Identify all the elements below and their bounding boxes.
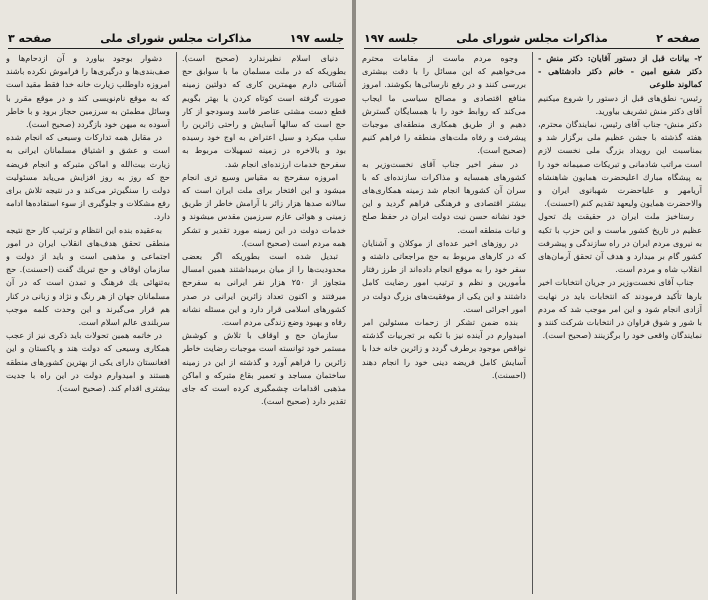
column-divider (532, 52, 533, 594)
left-running-title: مذاكرات مجلس شوراى ملى (100, 32, 252, 45)
right-page-number: صفحه ۲ (656, 32, 700, 45)
right-page (356, 0, 708, 600)
paragraph: دنيای اسلام نظيرندارد (صحيح است). بطوريكه كه در ملت مسلمان ما با سوابق حج آشنائی دارم مهمترين كاری كه دولتين زمينه صورت گرفته است كوتاه كردن يا بهتر بگويم قطع دست مشتی عناصر فاسد وسودجو از كار حج است كه سالها آسايش و راحتی زائرين را سلب ميكرد و سيل اعتراض به اوج خود رسيده بود و بالاخره در زمينه تسهيلات مربوط به سفرحج خدمات ارزنده‌ای انجام شد. (182, 53, 346, 169)
left-page-column-right (182, 52, 346, 594)
paragraph: در سفر اخير جناب آقای نخست‌وزير به كشورهای همسايه و مذاكرات سازنده‌ای كه با سران آن كشورها انجام شد زمينه همكاری‌های بيشتر اقتصادی و فرهنگی فراهم گرديد و اين خود نشانه حسن نيت دولت ايران در حفظ صلح و ثبات منطقه است. (362, 158, 526, 235)
paragraph: جناب آقای نخست‌وزير در جريان انتخابات اخير بارها تأكيد فرمودند كه انتخابات بايد در نهايت آزادی انجام شود و اين امر موجب شد كه مردم با شور و شوق فراوان در انتخابات شركت كنند و نمايندگان واقعی خود را برگزينند (صحيح است). (538, 277, 702, 341)
right-page-body (362, 52, 702, 594)
right-page-column-left (362, 52, 526, 594)
paragraph: در مقابل همه تداركات وسيعی كه انجام شده است و عشق و اشتياق مسلمانان ايرانی به زيارت بيت‌الله و اماكن متبركه و انجام فريضه حج كه روز به روز افزايش می‌يابد مسئوليت دولت را سنگين‌تر می‌كند و در نتيجه تلاش برای رفع مشكلات و جلوگيری از سوء استفاده‌ها ادامه دارد. (6, 132, 170, 222)
left-page (0, 0, 352, 600)
paragraph: در روزهای اخير عده‌ای از موكلان و آشنايان كه در كارهای مربوط به حج مراجعاتی داشته و سفر خود را به موقع انجام داده‌اند از طرز رفتار مأمورين و نظم و ترتيب امور رضايت كامل داشتند و اين يكی از موفقيت‌های بزرگ دولت در امور اجرائی است. (362, 237, 526, 314)
agenda-item-heading: ۲- بيانات قبل از دستور آقايان: دكتر منش - دكتر شفيع امين - خانم دكتر دادشتاهی - كمالوند طلوعی (538, 53, 702, 90)
paragraph: امروزه سفرحج به مقياس وسيع ترى انجام ميشود و اين افتخار برای ملت ايران است كه سالانه صدها هزار زائر با آرامش خاطر از طريق زمينی و هوائی عازم سرزمين مقدس ميشوند و خدمات دولت در اين زمينه مورد تقدير و تشكر همه مردم است (صحيح است). (182, 171, 346, 248)
right-running-title: مذاكرات مجلس شوراى ملى (456, 32, 608, 45)
right-page-column-right (538, 52, 702, 594)
left-session-number: جلسه ۱۹۷ (289, 32, 344, 45)
column-divider (176, 52, 177, 594)
left-page-body (6, 52, 346, 594)
paragraph: سازمان حج و اوقاف با تلاش و كوشش مستمر خود توانسته است موجبات رضايت خاطر زائرين را فراهم آورد و گذشته از اين در زمينه ساختمان مساجد و تعمير بقاع متبركه و اماكن مذهبی اقدامات چشمگيری كرده است كه جای تقدير دارد (صحيح است). (182, 330, 346, 407)
paragraph: در خاتمه همين تحولات بايد ذكری نيز از عجب همكاری وسيعی كه دولت هند و پاكستان و اين افغانستان دارای يكی از بهترين كشورهای منطقه هستند و اميدوارم دولت در اين راه با جديت بيشتری اقدام كند. (صحيح است). (6, 330, 170, 394)
paragraph: دشوار بوجود بياورد و آن ازدحام‌ها و صف‌بندی‌ها و درگيری‌ها را فراموش نكرده باشند امروزه داوطلب زيارت خانه خدا فقط مقيد است كه به موقع نام‌نويسی كند و در موقع مقرر با وسائل مطمئن به سرزمين حجاز برود و با خاطر آسوده به ميهن خود بازگردد (صحيح است). (6, 53, 170, 130)
paragraph: بنده ضمن تشكر از زحمات مسئولين امر اميدوارم در آينده نيز با تكيه بر تجربيات گذشته نواقص موجود برطرف گردد و زائرين خانه خدا با آسايش كامل فريضه دينی خود را انجام دهند (احسنت). (362, 317, 526, 380)
left-page-column-left (6, 52, 170, 594)
paragraph: رئيس- نطق‌های قبل از دستور را شروع ميكنيم آقای دكتر منش تشريف بياوريد. (538, 92, 702, 116)
right-session-number: جلسه ۱۹۷ (364, 32, 419, 45)
paragraph: رستاخيز ملت ايران در حقيقت يك تحول عظيم در تاريخ كشور ماست و اين حزب با تكيه به نيروی مردم ايران در راه سازندگی و پيشرفت كشور گام بر ميدارد و هدف آن تحقق آرمان‌های انقلاب شاه و مردم است. (538, 211, 702, 275)
right-page-header (364, 30, 700, 49)
paragraph: دكتر منش- جناب آقای رئيس، نمايندگان محترم، هفته گذشته با جشن عظيم ملی برگزار شد و بمناسبت اين رويداد بزرگ ملی نخست لازم است مراتب شادمانی و تبريكات صميمانه خود را به پيشگاه مبارك اعليحضرت همايون شاهنشاه آريامهر و علياحضرت شهبانوی ايران و والاحضرت همايون وليعهد تقديم كنم (احسنت). (538, 119, 702, 209)
paragraph: وجوه مردم ماست از مقامات محترم می‌خواهيم كه اين مسائل را با دقت بيشتری بررسی كنند و در رفع نارسائی‌ها بكوشند. امروز منافع اقتصادی و مصالح سياسی ما ايجاب می‌كند كه روابط خود را با همسايگان گسترش دهيم و از طريق همكاری منطقه‌ای موجبات پيشرفت و رفاه ملت‌های منطقه را فراهم كنيم (صحيح است). (362, 53, 526, 156)
left-page-header (8, 30, 344, 49)
left-page-number: صفحه ۳ (8, 32, 52, 45)
paragraph: به‌عقيده بنده اين انتظام و ترتيب كار حج نتيجه منطقی تحقق هدف‌های انقلاب ايران در امور اجتماعی و مذهبی است و بايد از دولت و سازمان اوقاف و حج تبريك گفت (احسنت). حج به‌تنهائی يك فرهنگ و تمدن است كه در آن مسلمانان جهان از هر رنگ و نژاد و زبانی در كنار هم قرار می‌گيرند و اين وحدت كلمه موجب سربلندی عالم اسلام است. (6, 224, 170, 328)
paragraph: تبديل شده است بطوريكه اگر بعضی محدوديت‌ها را از ميان برميداشتند همين امسال متجاوز از ۲۵۰ هزار نفر ايرانی به سفرحج ميرفتند و اكنون تعداد زائرين ايرانی در صدر كشورهای اسلامی قرار دارد و اين مسئله نشانه رفاه و بهبود وضع زندگی مردم است. (182, 251, 346, 328)
